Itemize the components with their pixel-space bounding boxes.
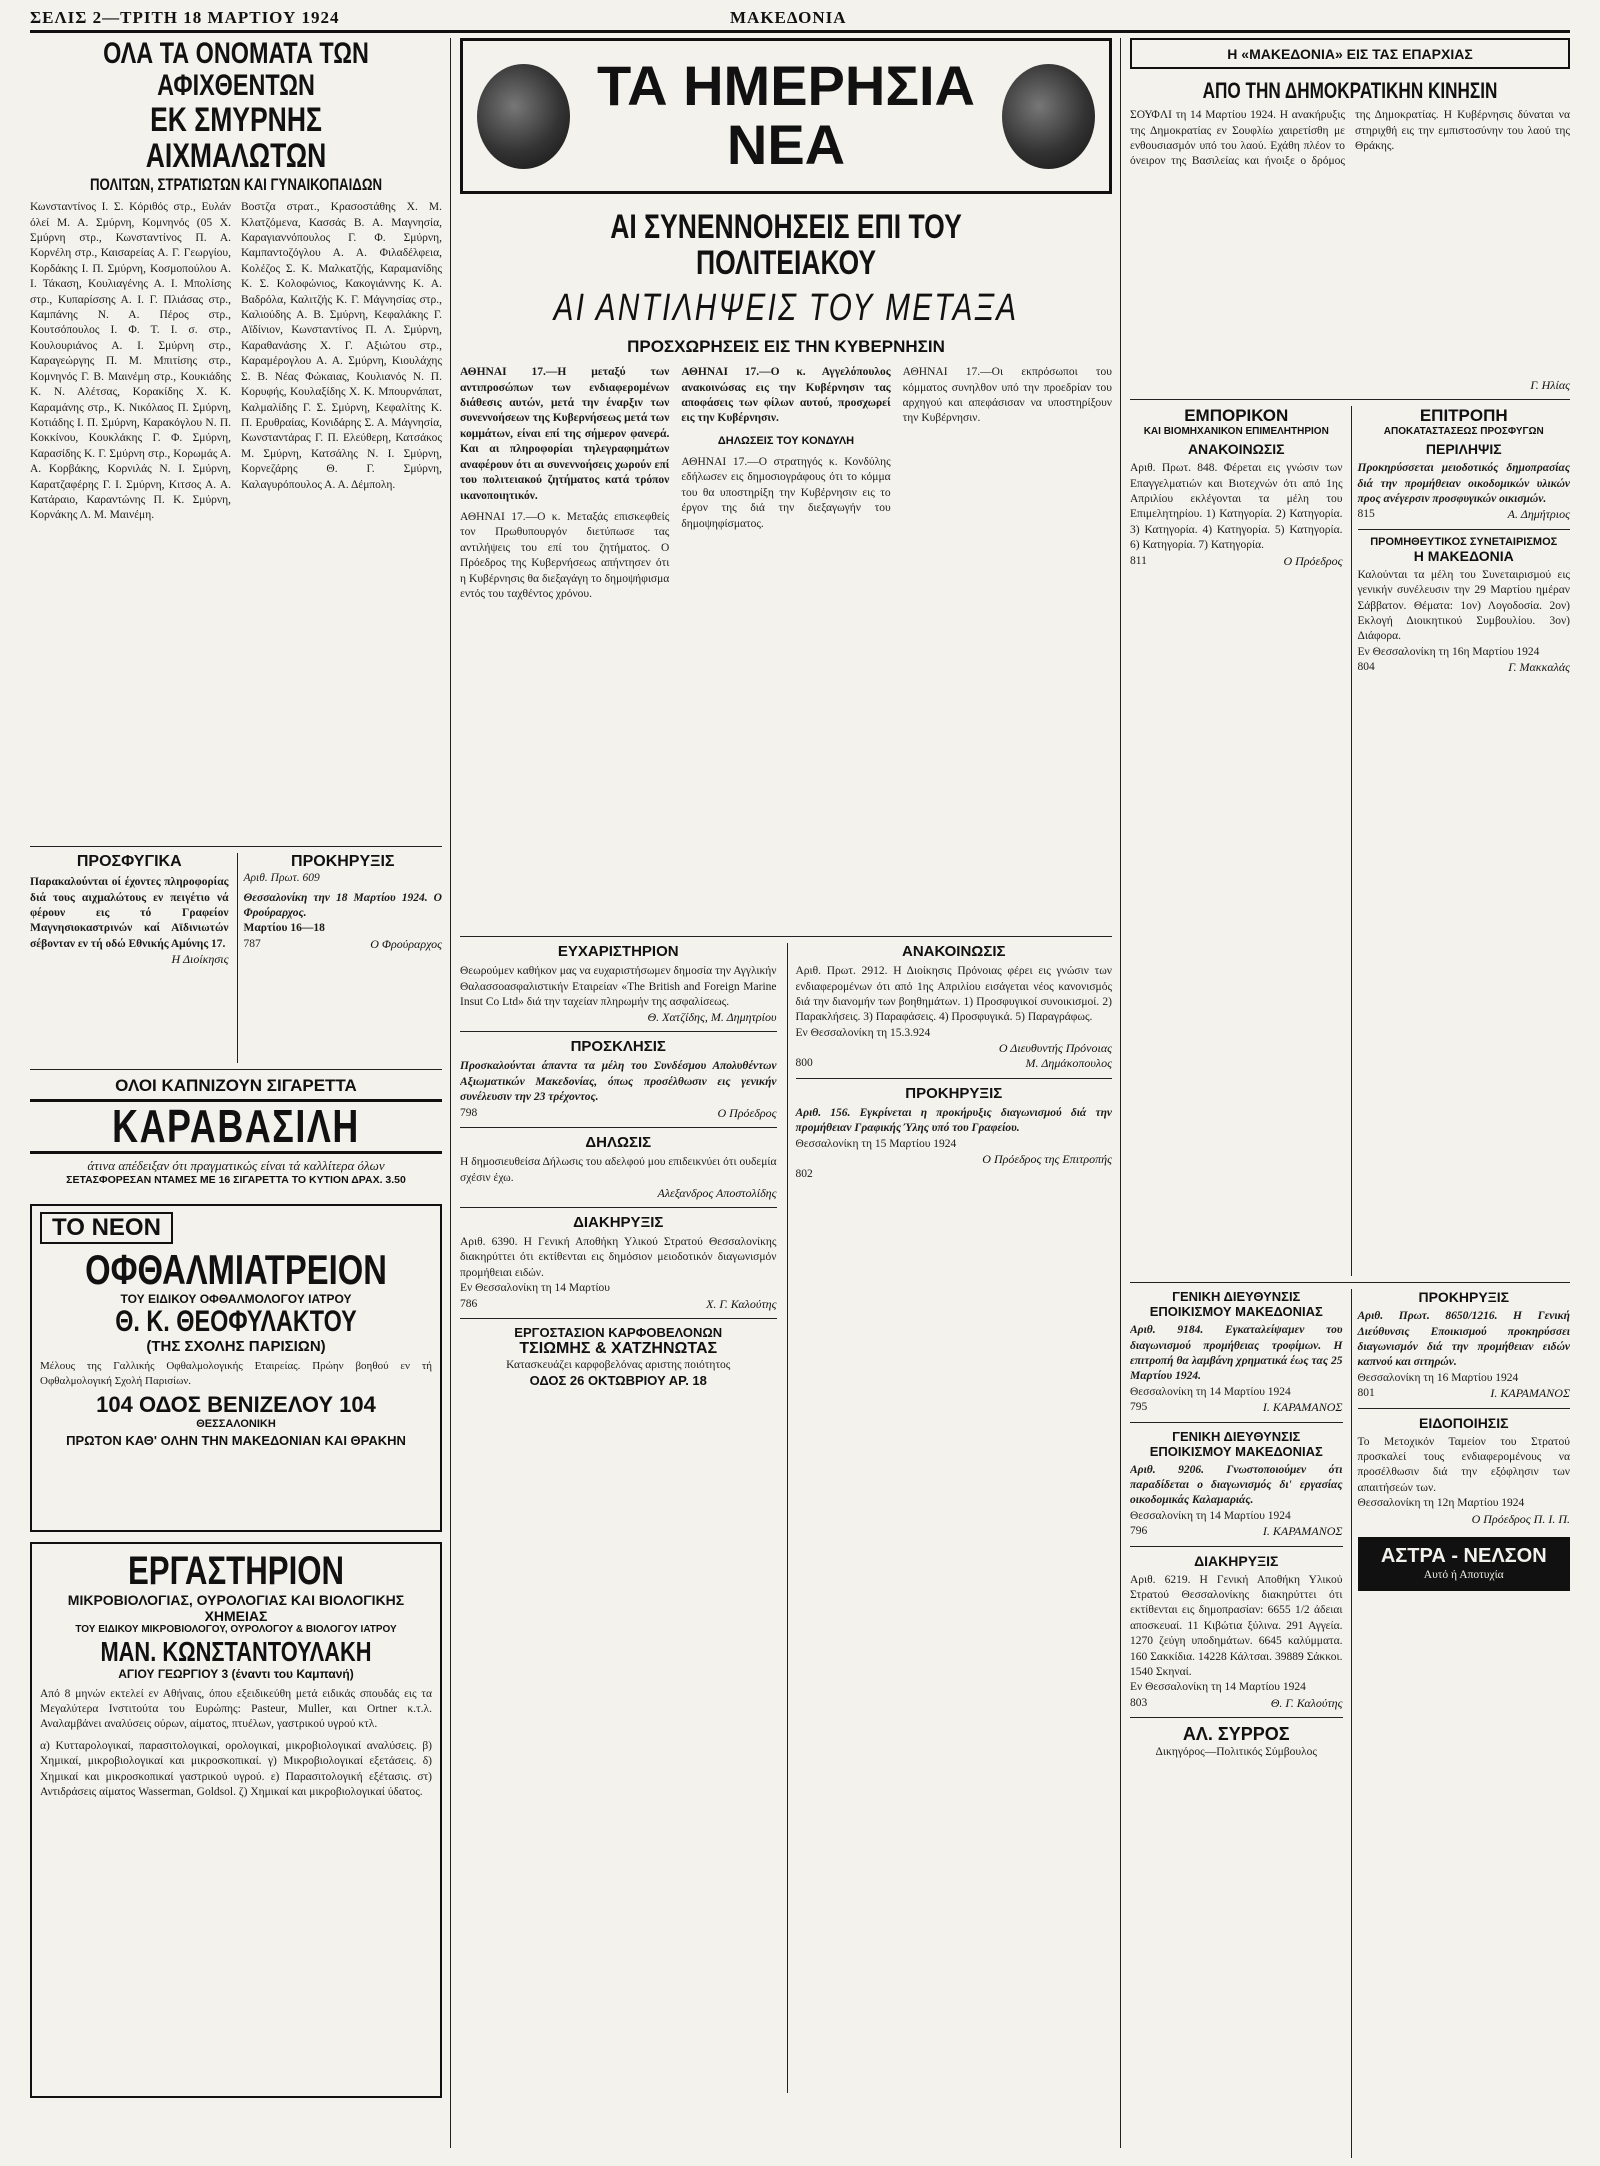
eye-ad-title: ΟΦΘΑΛΜΙΑΤΡΕΙΟΝ (85, 1246, 387, 1294)
lab-subtitle: ΜΙΚΡΟΒΙΟΛΟΓΙΑΣ, ΟΥΡΟΛΟΓΙΑΣ ΚΑΙ ΒΙΟΛΟΓΙΚΗΣ ΧΗΜΕΙΑΣ (67, 1592, 405, 1625)
committee-title: ΕΠΙΤΡΟΠΗ (1419, 406, 1508, 426)
notice-num: 786 (460, 1297, 478, 1310)
gen1-signature: Ι. ΚΑΡΑΜΑΝΟΣ (1262, 1400, 1343, 1415)
invite-num: 798 (460, 1106, 478, 1119)
prok3-text: Αριθ. Πρωτ. 8650/1216. Η Γενική Διεύθυνσις Εποικισμού προκηρύσσει διαγωνισμόν διά την προμήθειαν ειδών καπνού και σιτηρών. (1357, 1310, 1570, 1369)
tertiary-headline: ΠΡΟΣΧΩΡΗΣΕΙΣ ΕΙΣ ΤΗΝ ΚΥΒΕΡΝΗΣΙΝ (627, 337, 945, 357)
globe-illustration-left (477, 64, 570, 169)
column-rule (450, 38, 451, 2148)
newspaper-name: ΜΑΚΕΔΟΝΙΑ (730, 8, 847, 27)
obit-date: Θεσσαλονίκη τη 12η Μαρτίου 1924 (1357, 1497, 1525, 1510)
notice-date: Εν Θεσσαλονίκη τη 14 Μαρτίου (460, 1282, 610, 1295)
declaration-num: 787 (243, 937, 261, 950)
astra-tagline: Αυτό ή Αποτυχία (1423, 1568, 1504, 1581)
trade-announcement: ΑΝΑΚΟΙΝΩΣΙΣ (1187, 441, 1285, 458)
factory-owners: ΤΣΙΩΜΗΣ & ΧΑΤΖΗΝΩΤΑΣ (519, 1339, 718, 1357)
factory-text: Κατασκευάζει καρφοβελόνας αριστης ποιότητος (506, 1358, 731, 1371)
provinces-banner-text: Η «ΜΑΚΕΔΟΝΙΑ» ΕΙΣ ΤΑΣ ΕΠΑΡΧΙΑΣ (1227, 46, 1473, 62)
obit-text: Το Μετοχικόν Ταμείον του Στρατού προσκαλεί τους ενδιαφερομένους να προσέλθωσιν διά την εξόφλησιν των απαιτήσεών των. (1357, 1435, 1570, 1494)
coop-signature: Γ. Μακκαλάς (1508, 660, 1570, 675)
refugees-text: Παρακαλούνται οί έχοντες πληροφορίας διά τους αιχμαλώτους εν πειγέτιο νά φέρουν εις τό Γραφείον Μαγνησιοκαστρινών καί Αϊδινιωτών σέβονταν εν τή οδώ Εθνικής Αμύνης 17. (30, 876, 229, 950)
prok3-num: 801 (1357, 1387, 1375, 1400)
declaration2-text: Η δημοσιευθείσα Δήλωσις του αδελφού μου επιδεικνύει ότι ουδεμία σχέσιν έχω. (460, 1156, 777, 1184)
prisoner-list (30, 200, 442, 840)
declaration-title: ΠΡΟΚΗΡΥΞΙΣ (291, 853, 395, 871)
astra-brand: ΑΣΤΡΑ - ΝΕΛΣΟΝ (1380, 1544, 1547, 1567)
lab-name-row (40, 1637, 432, 1666)
gen1-subtitle: ΕΠΟΙΚΙΣΜΟΥ ΜΑΚΕΔΟΝΙΑΣ (1149, 1304, 1323, 1320)
trade-subtitle: ΚΑΙ ΒΙΟΜΗΧΑΝΙΚΟΝ ΕΠΙΜΕΛΗΤΗΡΙΟΝ (1143, 426, 1329, 438)
notices-right (787, 943, 1113, 2093)
globe-illustration-right (1002, 64, 1095, 169)
headline-line-1: ΟΛΑ ΤΑ ΟΝΟΜΑΤΑ ΤΩΝ ΑΦΙΧΘΕΝΤΩΝ (103, 38, 369, 102)
gen2-num: 796 (1130, 1525, 1148, 1538)
settlement-notices (1130, 1289, 1343, 2158)
announcement-signatory: Ο Διευθυντής Πρόνοιας (998, 1041, 1112, 1056)
ophthalmology-ad (30, 1204, 442, 1532)
lab-name: ΜΑΝ. ΚΩΝΣΤΑΝΤΟΥΛΑΚΗ (100, 1636, 372, 1668)
column-rule (1120, 38, 1121, 2148)
dia-text: Αριθ. 6219. Η Γενική Αποθήκη Υλικού Στρατού Θεσσαλονίκης διακηρύττει ότι εκτίθενται εις δημοπρασίαν: 6655 1/2 άδειαι αποσκευαί. 11 Κιβώτια ξύλινα. 291 Αγγεία. 1270 ζεύγη υποδημάτων. 6645 καλύμματα. 160 Σακκίδια. 14228 Κάλτσαι. 39889 Σάκκοι. 1540 Σκηναί. (1130, 1573, 1343, 1678)
lab-services: α) Κυτταρολογικαί, παρασιτολογικαί, ορολογικαί, μικροβιολογικαί αναλύσεις. β) Χημικαί, μικροβιολογικαί και μικροσκοπικαί. γ) Μικροβιολογικαί εξετάσεις. δ) Χημικαί και μικροσκοπικαί γαστρικού υγρού. ε) Παρασιτολογική εξέτασις. στ) Αντιδράσεις αίματος Wasserman, Goldsol. ζ) Χημικαί και μικροβιολογικαί ύδατος. (40, 1739, 432, 1799)
issue-date-line: ΣΕΛΙΣ 2—ΤΡΙΤΗ 18 ΜΑΡΤΙΟΥ 1924 (30, 8, 340, 27)
declaration-text: Θεσσαλονίκη την 18 Μαρτίου 1924. Ο Φρούραρχος. (243, 891, 442, 920)
notices-row (30, 853, 442, 1063)
committee-summary: ΠΕΡΙΛΗΨΙΣ (1425, 441, 1502, 458)
trade-num: 811 (1130, 554, 1147, 567)
prok-signatory: Ο Πρόεδρος της Επιτροπής (982, 1151, 1112, 1166)
main-headline: ΑΙ ΣΥΝΕΝΝΟΗΣΕΙΣ ΕΠΙ ΤΟΥ ΠΟΛΙΤΕΙΑΚΟΥ (610, 208, 962, 282)
cigarette-price: ΣΕΤΑΣΦΟΡΕΣΑΝ ΝΤΑΜΕΣ ΜΕ 16 ΣΙΓΑΡΕΤΤΑ ΤΟ ΚΥΤΙΟΝ ΔΡΑΧ. 3.50 (66, 1173, 406, 1186)
committee-num: 815 (1357, 508, 1375, 521)
news-col-3 (903, 365, 1112, 930)
notice-text: Αριθ. 6390. Η Γενική Αποθήκη Υλικού Στρατού Θεσσαλονίκης διακηρύττει ότι εκτίθενται εις δημόσιον μειοδοτικόν διαγωνισμόν προμήθειαι ειδών. (460, 1235, 777, 1279)
gen2-title: ΓΕΝΙΚΗ ΔΙΕΥΘΥΝΣΙΣ (1172, 1428, 1301, 1444)
prok3-title: ΠΡΟΚΗΡΥΞΙΣ (1418, 1289, 1510, 1306)
prok-date: Θεσσαλονίκη τη 15 Μαρτίου 1924 (795, 1137, 957, 1150)
eye-ad-label: ΤΟ ΝΕΟΝ (40, 1212, 173, 1244)
announcement-name: Μ. Δημάκοπουλος (1025, 1056, 1112, 1071)
lab-title: ΕΡΓΑΣΤΗΡΙΟΝ (127, 1549, 345, 1594)
lab-subtitle-2: ΤΟΥ ΕΙΔΙΚΟΥ ΜΙΚΡΟΒΙΟΛΟΓΟΥ, ΟΥΡΟΛΟΓΟΥ & ΒΙΟΛΟΓΟΥ ΙΑΤΡΟΥ (75, 1624, 397, 1636)
news-text-d: ΑΘΗΝΑΙ 17.—Οι εκπρόσωποι του κόμματος συνηλθον υπό την προεδρίαν του αρχηγού και απεφάσισαν να υποστηρίξουν την Κυβέρνησιν. (902, 366, 1112, 425)
declaration-date: Μαρτίου 16—18 (243, 922, 325, 935)
declaration-number: Αριθ. Πρωτ. 609 (243, 872, 320, 885)
news-text-a: ΑΘΗΝΑΙ 17.—Η μεταξύ των αντιπροσώπων των ενδιαφερομένων διάθεσις αυτών, μετά την έναρξιν των συνεννοήσεων της Κυβερνήσεως μετά των κομμάτων, είναι επί της σήμερον φανερά. Και αι πληροφορίαι τηλεγραφημάτων αναφέρουν ότι αι συνεννοήσεις χωρούν επί του πολιτειακού ζητήματος κατά τρόπον ικανοποιητικόν. (460, 366, 670, 502)
committee-signature: Α. Δημήτριος (1507, 507, 1570, 522)
eye-ad-school: (ΤΗΣ ΣΧΟΛΗΣ ΠΑΡΙΣΙΩΝ) (146, 1337, 326, 1355)
thanks-signature: Θ. Χατζίδης, Μ. Δημητρίου (647, 1010, 777, 1025)
committee-footer (1358, 507, 1571, 522)
obit-signature: Ο Πρόεδρος Π. Ι. Π. (1471, 1511, 1570, 1526)
declaration-signature: Ο Φρούραρχος (370, 936, 442, 951)
news-text-b: ΑΘΗΝΑΙ 17.—Ο κ. Μεταξάς επισκεφθείς τον Πρωθυπουργόν διετύπωσε τας αντιλήψεις του επί του ζητήματος. Ο Πρόεδρος της Κυβερνήσεως απήντησεν ότι η Κυβέρνησις θα διεξαγάγη το δημοψήφισμα εντός του ταχθέντος χρόνου. (460, 510, 670, 600)
eye-ad-text: Μέλους της Γαλλικής Οφθαλμολογικής Εταιρείας. Πρώην βοηθού εν τή Οφθαλμολογική Σχολή Παρισίων. (40, 1359, 432, 1387)
refugees-notice (30, 853, 229, 1063)
invite-footer (460, 1106, 777, 1121)
committee-text: Προκηρύσσεται μειοδοτικός δημοπρασίας διά την προμήθειαν οικοδομικών υλικών προς ανέγερσιν προσφυγικών οικισμών. (1357, 462, 1570, 505)
committee-subtitle: ΑΠΟΚΑΤΑΣΤΑΣΕΩΣ ΠΡΟΣΦΥΓΩΝ (1383, 426, 1544, 438)
eye-ad-title-row (40, 1248, 432, 1292)
eye-ad-address: 104 ΟΔΟΣ ΒΕΝΙΖΕΛΟΥ 104 (96, 1392, 376, 1418)
column-right (1130, 38, 1570, 2158)
article-headline (30, 38, 442, 101)
cigarette-tagline: άτινα απέδειξαν ότι πραγματικώς είναι τά καλλίτερα όλων (87, 1157, 385, 1173)
cigarette-ad (30, 1076, 442, 1196)
cigarette-ad-top: ΟΛΟΙ ΚΑΠΝΙΖΟΥΝ ΣΙΓΑΡΕΤΤΑ (115, 1076, 357, 1096)
eye-ad-doctor-row (40, 1306, 432, 1338)
trade-chamber-notice (1130, 406, 1343, 1276)
democratic-text: ΣΟΥΦΛΙ τη 14 Μαρτίου 1924. Η ανακήρυξις της Δημοκρατίας εν Σουφλίω χαιρετίσθη με ενθουσιασμόν υπό του λαού. Εχάθη πλέον το όνειρον της Βασιλείας και ήνοιξε ο δρόμος της Δημοκρατίας. Η Κυβέρνησις δύναται να στηριχθή εις την εμπιστοσύνην του λαού της Θράκης. (1130, 109, 1570, 168)
lab-address: ΑΓΙΟΥ ΓΕΩΡΓΙΟΥ 3 (έναντι του Καμπανή) (118, 1666, 354, 1681)
eye-ad-subtitle: ΤΟΥ ΕΙΔΙΚΟΥ ΟΦΘΑΛΜΟΛΟΓΟΥ ΙΑΤΡΟΥ (120, 1292, 352, 1307)
notice-footer (460, 1297, 777, 1312)
prok-title: ΠΡΟΚΗΡΥΞΙΣ (905, 1084, 1003, 1102)
gen2-signature: Ι. ΚΑΡΑΜΑΝΟΣ (1262, 1524, 1343, 1539)
refugees-title: ΠΡΟΣΦΥΓΙΚΑ (76, 853, 182, 871)
democratic-title: ΑΠΟ ΤΗΝ ΔΗΜΟΚΡΑΤΙΚΗΝ ΚΙΝΗΣΙΝ (1202, 78, 1498, 103)
masthead (30, 8, 1570, 33)
coop-title: ΠΡΟΜΗΘΕΥΤΙΚΟΣ ΣΥΝΕΤΑΙΡΙΣΜΟΣ (1370, 535, 1558, 548)
prisoner-list-text-1: Κωνσταντίνος Ι. Σ. Κόριθός στρ., Ευλάν όλεί Μ. Α. Σμύρνη, Κομνηνός (05 Χ. Σμύρνη στρ., Κωνσταντίνος Π. Α. Κορνέλη στρ., Καισαρείας Α. Γ. Γεωργίου, Κορδάκης Ι. Π. Σμύρνη, Κοσμοπούλου Α. Ι. Τάκαση, Κουλιαγένης Α. Ι. Μπολίσης στρ., Κυπαρίσσης Α. Ι. Γ. Πλιάσας στρ., Καμπάνης Ν. Α. Πέρος στρ., Κουτσόπουλος Ι. Φ. Τ. Ι. σ. στρ., Κουλουριάνος Α. Ι. Σμύρνη στρ., Καραγεώργης Π. Μ. Μπιτίσης στρ., Κομνηνός Γ. Β. Μαινέμη στρ., Κουκιάδης Κ. Ν. Αλέτσας, Κορακίδης Χ. Κ. Καραμάνης στρ., Κ. Νικόλαος Π. Σμύρνη, Κοτιάδης Ι. Π. Σμύρνη, Καρακόγλου Ν. Π. Κοκκίνου, Κουκλάκης Γ. Φ. Σμύρνη, Καρασίδης Κ. Γ. Σμύρνη στρ., Κορωμάς Α. Α. Κορβάκης, Κορνιλάς Ν. Ι. Σμύρνη, Καρατζαφέρης Γ. Ι. Σμύρνη, Κιτσος Α. Α. Κατάραιο, Καραντώνης Π. Κ. Σμύρνη, Κορνάκης Λ. Μ. Μαινέμη. (30, 201, 231, 522)
refugees-signature: Η Διοίκησις (171, 952, 229, 967)
cigarette-brand-row (30, 1099, 442, 1153)
prok-num: 802 (795, 1167, 813, 1180)
coop-num: 804 (1357, 661, 1375, 674)
announcement-footer (796, 1056, 1113, 1071)
syrros-name: ΑΛ. ΣΥΡΡΟΣ (1182, 1724, 1290, 1745)
trade-title: ΕΜΠΟΡΙΚΟΝ (1184, 406, 1289, 426)
trade-signature: Ο Πρόεδρος (1283, 553, 1343, 568)
notices-left (460, 943, 777, 2093)
prok3-footer (1358, 1386, 1571, 1401)
notice-title: ΔΙΑΚΗΡΥΞΙΣ (573, 1213, 664, 1231)
democratic-title-row (1130, 79, 1570, 102)
gen1-num: 795 (1130, 1401, 1148, 1414)
announcement-title: ΑΝΑΚΟΙΝΩΣΙΣ (901, 943, 1006, 961)
column-left (30, 38, 442, 2158)
invite-signature: Ο Πρόεδρος (717, 1105, 777, 1120)
declaration2-title: ΔΗΛΩΣΙΣ (585, 1134, 652, 1152)
right-bottom-notices (1130, 1289, 1570, 2158)
news-text-c: ΑΘΗΝΑΙ 17.—Ο κ. Αγγελόπουλος ανακοινώσας εις την Κυβέρνησιν τας αποφάσεις των φίλων αυτού, προσχωρεί εις την Κυβέρνησιν. (681, 366, 891, 425)
column-center (460, 38, 1112, 2158)
notice-signature: Χ. Γ. Καλούτης (706, 1296, 777, 1311)
refugee-committee (1351, 406, 1571, 1276)
news-col-2 (681, 365, 890, 930)
prok3-date: Θεσσαλονίκη τη 16 Μαρτίου 1924 (1357, 1371, 1519, 1384)
gen2-footer (1130, 1524, 1343, 1539)
trade-footer (1130, 554, 1343, 569)
coop-subtitle: Η ΜΑΚΕΔΟΝΙΑ (1413, 547, 1514, 564)
laboratory-ad (30, 1542, 442, 2098)
trade-text: Αριθ. Πρωτ. 848. Φέρεται εις γνώσιν των Επαγγελματιών και Βιοτεχνών ότι από 1ης Απριλίου εκλέγονται τα μέλη του Επιμελητηρίου. 1) Κατηγορία. 2) Κατηγορία. 3) Κατηγορία. 4) Κατηγορία. 5) Κατηγορία. 6) Κατηγορία. 7) Κατηγορία. (1130, 462, 1343, 552)
news-text-e: ΑΘΗΝΑΙ 17.—Ο στρατηγός κ. Κονδύλης εδήλωσεν εις δημοσιογράφους ότι το κόμμα του θα υποστηρίξη την Κυβέρνησιν εις το έργον της διά την διεξαγωγήν του δημοψηφίσματος. (681, 455, 891, 530)
secondary-headline: ΑΙ ΑΝΤΙΛΗΨΕΙΣ ΤΟΥ ΜΕΤΑΞΑ (553, 287, 1019, 330)
declaration2-signature: Αλεξανδρος Αποστολίδης (657, 1185, 777, 1200)
gen2-subtitle: ΕΠΟΙΚΙΣΜΟΥ ΜΑΚΕΔΟΝΙΑΣ (1149, 1443, 1323, 1459)
lab-text: Από 8 μηνών εκτελεί εν Αθήναις, όπου εξειδικεύθη μετά ειδικάς σπουδάς εις τα Μεγαλύτερα Ινστιτούτα του Ευρώπης: Pasteur, Muller, και Ortner κ.τ.λ. Αναλαμβάνει αναλύσεις ούρων, αίματος, πτυέλων, γαστρικού υγρού κτλ. (40, 1687, 432, 1731)
cigarette-brand: ΚΑΡΑΒΑΣΙΛΗ (112, 1100, 360, 1153)
gen1-title: ΓΕΝΙΚΗ ΔΙΕΥΘΥΝΣΙΣ (1172, 1289, 1301, 1305)
gen2-text: Αριθ. 9206. Γνωστοποιούμεν ότι παραδίδεται ο διαγωνισμός δι' εργασίας οικοδομικάς Καλαμαριάς. (1130, 1463, 1343, 1507)
headline-line-2: ΕΚ ΣΜΥΡΝΗΣ ΑΙΧΜΑΛΩΤΩΝ (145, 101, 327, 175)
lab-title-row (40, 1550, 432, 1592)
announcement-num: 800 (795, 1057, 813, 1070)
factory-title: ΕΡΓΟΣΤΑΣΙΟΝ ΚΑΡΦΟΒΕΛΟΝΩΝ (514, 1324, 723, 1340)
news-columns (460, 365, 1112, 930)
prok-text: Αριθ. 156. Εγκρίνεται η προκήρυξις διαγωνισμού διά την προμήθειαν Γραφικής Ύλης υπό του Γραφείου. (795, 1106, 1112, 1135)
right-notices (1130, 406, 1570, 1276)
factory-address: ΟΔΟΣ 26 ΟΚΤΩΒΡΙΟΥ ΑΡ. 18 (529, 1373, 707, 1389)
news-col-1 (460, 365, 669, 930)
coop-text: Καλούνται τα μέλη του Συνεταιρισμού εις γενικήν συνέλευσιν την 29 Μαρτίου ημέραν Σάββατον. Θέματα: 1ον) Λογοδοσία. 2ον) Εκλογή Διοικητικού Συμβουλίου. 3ον) Διάφορα. (1357, 568, 1570, 643)
eye-ad-doctor: Θ. Κ. ΘΕΟΦΥΛΑΚΤΟΥ (115, 1305, 357, 1339)
thanks-text: Θεωρούμεν καθήκον μας να ευχαριστήσωμεν δημοσία την Αγγλικήν Θαλασσοασφαλιστικήν Εταιρείαν «The British and Foreign Marine Insut Co Ltd» διά την ταχείαν πληρωμήν της ασφαλίσεως. (460, 965, 777, 1009)
dia-signature: Θ. Γ. Καλούτης (1270, 1695, 1343, 1710)
obit-title: ΕΙΔΟΠΟΙΗΣΙΣ (1419, 1414, 1509, 1431)
announcement-text: Αριθ. Πρωτ. 2912. Η Διοίκησις Πρόνοιας φέρει εις γνώσιν των ενδιαφερομένων ότι από 1ης Απριλίου εισάγεται νέος κανονισμός διά την διανομήν των βοηθημάτων. 1) Προσφυγικοί συνοικισμοί. 2) Παρακλήσεις. 3) Παραφάσεις. 4) Προσφυγικά. 5) Παραγράφως. (795, 965, 1112, 1024)
invite-title: ΠΡΟΣΚΛΗΣΙΣ (570, 1038, 666, 1056)
announcement-date: Εν Θεσσαλονίκη τη 15.3.924 (795, 1026, 931, 1039)
notices-grid (460, 943, 1112, 2093)
dia-title: ΔΙΑΚΗΡΥΞΙΣ (1194, 1552, 1279, 1569)
coop-footer (1358, 660, 1571, 675)
dia-num: 803 (1130, 1696, 1148, 1709)
daily-news-title: ΤΑ ΗΜΕΡΗΣΙΑ ΝΕΑ (597, 54, 975, 176)
gen1-footer (1130, 1400, 1343, 1415)
prok3-signature: Ι. ΚΑΡΑΜΑΝΟΣ (1490, 1386, 1570, 1401)
astra-ad (1358, 1537, 1571, 1591)
right-bottom-col (1351, 1289, 1571, 2158)
gen1-date: Θεσσαλονίκη τη 14 Μαρτίου 1924 (1130, 1385, 1291, 1398)
main-headline-row (460, 210, 1112, 281)
gen2-date: Θεσσαλονίκη τη 14 Μαρτίου 1924 (1130, 1509, 1291, 1522)
dia-footer (1130, 1696, 1343, 1711)
eye-ad-first: ΠΡΩΤΟΝ ΚΑΘ' ΟΛΗΝ ΤΗΝ ΜΑΚΕΔΟΝΙΑΝ ΚΑΙ ΘΡΑΚΗΝ (66, 1433, 406, 1449)
coop-date: Εν Θεσσαλονίκη τη 16η Μαρτίου 1924 (1357, 645, 1540, 658)
headline-line-3: ΠΟΛΙΤΩΝ, ΣΤΡΑΤΙΩΤΩΝ ΚΑΙ ΓΥΝΑΙΚΟΠΑΙΔΩΝ (89, 175, 383, 195)
kondylis-subhead: ΔΗΛΩΣΕΙΣ ΤΟΥ ΚΟΝΔΥΛΗ (717, 434, 855, 447)
democratic-signature: Γ. Ηλίας (1530, 378, 1570, 393)
secondary-headline-row (460, 289, 1112, 329)
prisoner-list-text-2: Βοστζα στρατ., Κρασοστάθης Χ. Μ. Κλατζόμενα, Κασσάς Β. Α. Μαγνησία, Καραγιαννόπουλος Γ. Φ. Σμύρνη, Καμπαντοζόγλου Α. Α. Φιλαδέλφεια, Κολέζος Σ. Κ. Μαλκατζής, Καραμανίδης Κ. Σ. Κολοφώνιος, Κακογιάννης Κ. Α. Βαδρόλα, Καλιτζής Κ. Γ. Μάγνησίας στρ., Καλιούδης Α. Β. Σμύρνη, Κεφαλάκης Γ. Αϊδίνιον, Κωνσταντίνος Π. Λ. Σμύρνη, Καραθανάσης Χ. Γ. Αξιώτου στρ., Καραμέρογλου Α. Α. Σμύρνη, Κιουλάχης Σ. Β. Νέας Φώκαιας, Κουλιανός Ν. Π. Κορυφής, Κουλαξίδης Χ. Κ. Μπουρνάπατ, Καλμαλίδης Γ. Σ. Σμύρνη, Κεφαλίτης Κ. Π. Ερυθραίας, Κονιδάρης Σ. Α. Μάγνησία, Κωνσταντάρας Γ. Π. Ελεύθερη, Κατσάκος Μ. Σμύρνη, Κατσάλης Ν. Ι. Σμύρνη, Κορνεζάρης Θ. Γ. Σμύρνη, Καλαγυρόπουλος Α. Α. Δέμπολη. (241, 201, 442, 491)
declaration-notice (237, 853, 443, 1063)
declaration-footer (244, 937, 443, 952)
invite-text: Προσκαλούνται άπαντα τα μέλη του Συνδέσμου Απολυθέντων Αξιωματικών Μακεδονίας, όπως προσέλθωσιν εις γενικήν συνέλευσιν την 23 τρέχοντος. (460, 1060, 777, 1104)
dia-date: Εν Θεσσαλονίκη τη 14 Μαρτίου 1924 (1130, 1681, 1306, 1694)
eye-ad-city: ΘΕΣΣΑΛΟΝΙΚΗ (196, 1418, 276, 1431)
thanks-title: ΕΥΧΑΡΙΣΤΗΡΙΟΝ (557, 943, 679, 961)
gen1-text: Αριθ. 9184. Εγκαταλείψαμεν του διαγωνισμού προμήθειας τροφίμων. Η επιτροπή θα λαμβάνη χρηματικά έως τας 25 Μαρτίου 1924. (1130, 1324, 1343, 1383)
provinces-banner (1130, 38, 1570, 69)
syrros-line: Δικηγόρος—Πολιτικός Σύμβουλος (1155, 1746, 1317, 1759)
article-headline-3 (30, 176, 442, 194)
article-headline-2 (30, 103, 442, 174)
daily-news-banner (460, 38, 1112, 194)
